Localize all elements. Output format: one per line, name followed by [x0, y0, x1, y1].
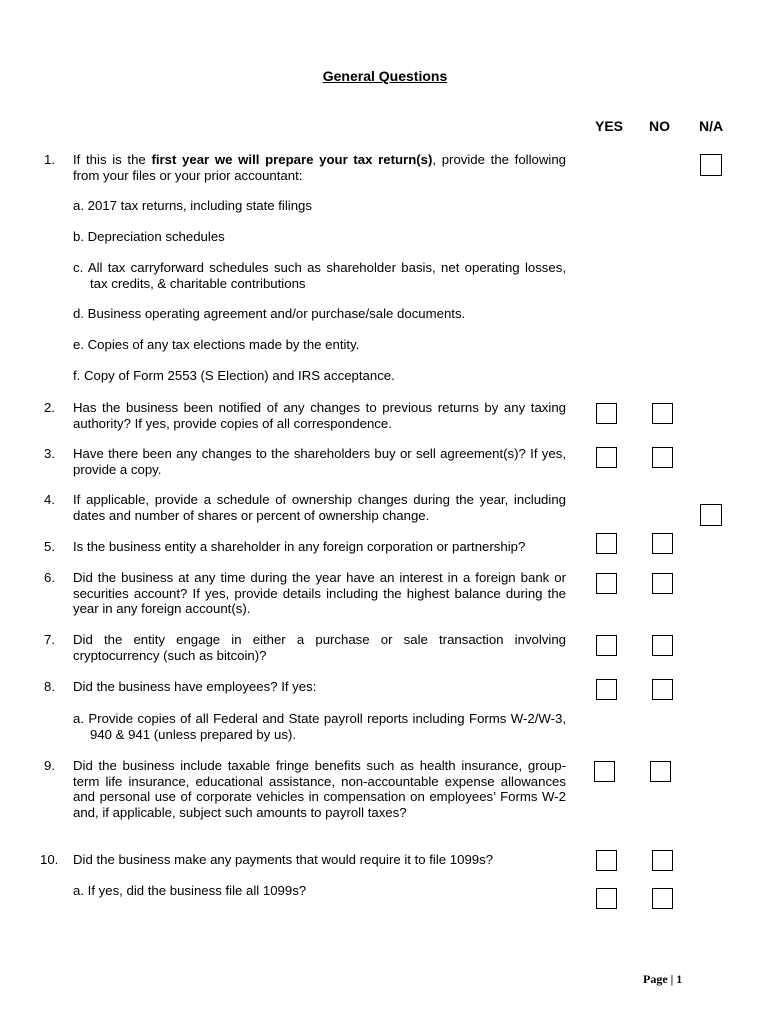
question-10a-yes-checkbox[interactable] [596, 888, 617, 909]
page-title: General Questions [322, 68, 448, 84]
question-5-number: 5. [44, 539, 55, 554]
question-1-number: 1. [44, 152, 55, 167]
question-1-text [73, 152, 566, 183]
question-8-no-checkbox[interactable] [652, 679, 673, 700]
question-1-pre: If this is the [73, 152, 152, 167]
question-1-bold: first year we will prepare your tax return(s) [151, 152, 433, 167]
question-2-text: Has the business been notified of any changes to previous returns by any taxing authority? If yes, provide copies of all correspondence. [73, 400, 566, 431]
question-10-text: Did the business make any payments that would require it to file 1099s? [73, 852, 494, 867]
question-3-yes-checkbox[interactable] [596, 447, 617, 468]
question-8-text: Did the business have employees? If yes: [73, 679, 317, 694]
question-10-yes-checkbox[interactable] [596, 850, 617, 871]
question-3-no-checkbox[interactable] [652, 447, 673, 468]
question-4-text: If applicable, provide a schedule of ownership changes during the year, including dates and number of shares or percent of ownership change. [73, 492, 566, 523]
question-3-number: 3. [44, 446, 55, 461]
question-1-post: , provide the following from your files or your prior accountant: [73, 152, 566, 183]
question-7-number: 7. [44, 632, 55, 647]
question-1-sub-b: b. Depreciation schedules [73, 229, 225, 244]
question-10-number: 10. [40, 852, 59, 867]
question-10-no-checkbox[interactable] [652, 850, 673, 871]
question-8-yes-checkbox[interactable] [596, 679, 617, 700]
question-1-sub-a: a. 2017 tax returns, including state filings [73, 198, 312, 213]
column-header-na: N/A [699, 118, 724, 134]
page-number: Page | 1 [643, 972, 683, 986]
question-4-number: 4. [44, 492, 55, 507]
question-6-no-checkbox[interactable] [652, 573, 673, 594]
question-1-sub-f: f. Copy of Form 2553 (S Election) and IRS acceptance. [73, 368, 395, 383]
question-8-number: 8. [44, 679, 55, 694]
column-header-no: NO [649, 118, 670, 134]
question-4-na-checkbox[interactable] [700, 504, 722, 526]
column-header-yes: YES [595, 118, 624, 134]
question-10a-no-checkbox[interactable] [652, 888, 673, 909]
question-1-sub-e: e. Copies of any tax elections made by the entity. [73, 337, 360, 352]
question-8-sub-a: a. Provide copies of all Federal and State payroll reports including Forms W-2/W-3, 940 & 941 (unless prepared by us). [73, 711, 566, 742]
question-9-text: Did the business include taxable fringe benefits such as health insurance, group-term life insurance, educational assistance, non-accountable expense allowances and personal use of corporate vehicles in compensation on employees’ Forms W-2 and, if applicable, subject such amounts to payroll taxes? [73, 758, 566, 820]
question-7-yes-checkbox[interactable] [596, 635, 617, 656]
question-1-sub-d: d. Business operating agreement and/or purchase/sale documents. [73, 306, 466, 321]
question-9-no-checkbox[interactable] [650, 761, 671, 782]
question-7-text: Did the entity engage in either a purchase or sale transaction involving cryptocurrency (such as bitcoin)? [73, 632, 566, 663]
question-6-yes-checkbox[interactable] [596, 573, 617, 594]
question-7-no-checkbox[interactable] [652, 635, 673, 656]
question-9-yes-checkbox[interactable] [594, 761, 615, 782]
question-2-no-checkbox[interactable] [652, 403, 673, 424]
question-5-text: Is the business entity a shareholder in any foreign corporation or partnership? [73, 539, 526, 554]
question-2-number: 2. [44, 400, 55, 415]
question-5-yes-checkbox[interactable] [596, 533, 617, 554]
question-6-number: 6. [44, 570, 55, 585]
question-3-text: Have there been any changes to the shareholders buy or sell agreement(s)? If yes, provide a copy. [73, 446, 566, 477]
question-10-sub-a: a. If yes, did the business file all 1099s? [73, 883, 307, 898]
question-1-na-checkbox[interactable] [700, 154, 722, 176]
question-9-number: 9. [44, 758, 55, 773]
question-6-text: Did the business at any time during the year have an interest in a foreign bank or securities account? If yes, provide details including the highest balance during the year in any foreign account(s). [73, 570, 566, 616]
question-1-sub-c: c. All tax carryforward schedules such as shareholder basis, net operating losses, tax credits, & charitable contributions [73, 260, 566, 291]
question-5-no-checkbox[interactable] [652, 533, 673, 554]
question-2-yes-checkbox[interactable] [596, 403, 617, 424]
